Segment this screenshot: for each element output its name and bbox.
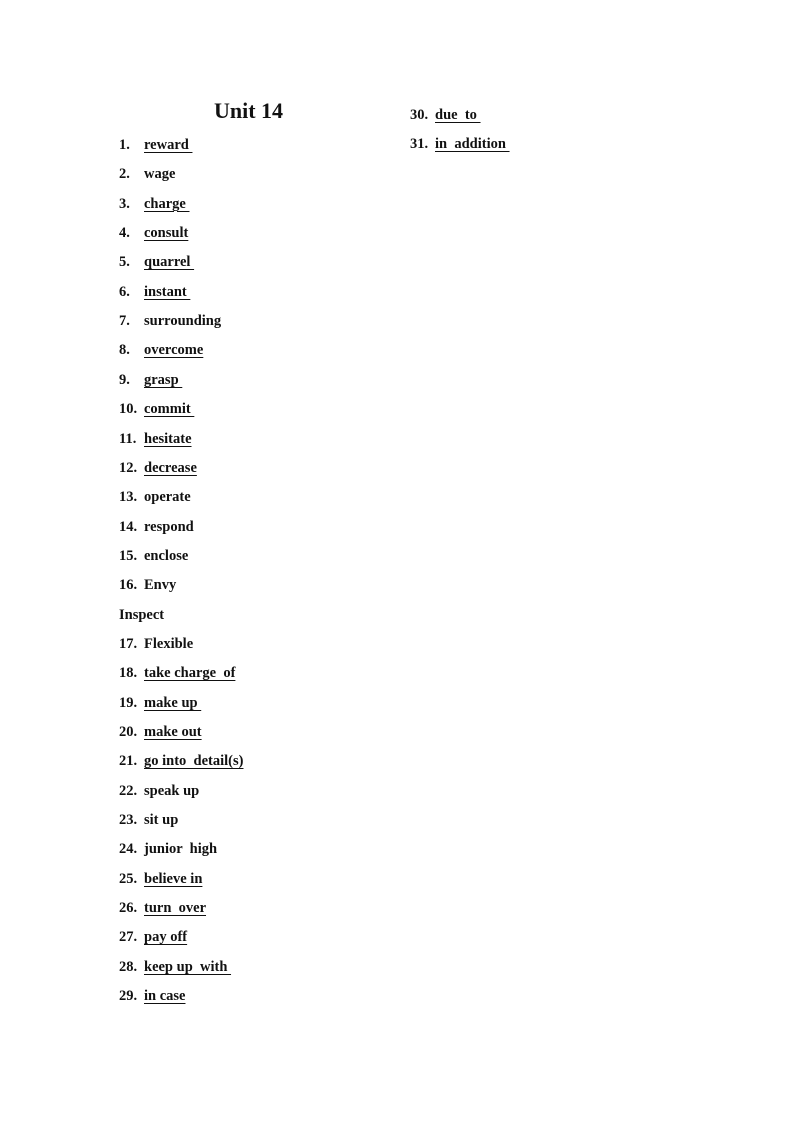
list-item (119, 195, 190, 213)
list-item (119, 400, 194, 418)
vocabulary-term: consult (144, 225, 189, 242)
vocabulary-term: junior high (144, 841, 218, 858)
vocabulary-term: keep up with (144, 958, 232, 975)
list-item (119, 664, 235, 682)
item-number: 30. (410, 107, 429, 123)
list-item (119, 811, 178, 829)
vocabulary-term: make up (144, 694, 202, 711)
vocabulary-term: decrease (144, 459, 197, 476)
item-number: 3. (119, 195, 130, 212)
item-number: 23. (119, 812, 138, 829)
item-number: 24. (119, 841, 138, 858)
list-item (119, 576, 176, 594)
page-title: Unit 14 (214, 98, 284, 123)
list-item (119, 136, 192, 154)
item-number: 10. (119, 401, 138, 418)
list-item (119, 928, 187, 946)
list-item (119, 547, 188, 565)
item-number: 16. (119, 577, 138, 594)
list-item (119, 312, 221, 330)
item-number: 2. (119, 166, 130, 183)
item-number: 20. (119, 724, 138, 740)
vocabulary-term: enclose (144, 547, 189, 564)
item-number: 19. (119, 694, 138, 711)
item-number: 22. (119, 782, 138, 799)
list-item (119, 283, 190, 301)
item-number: 29. (119, 988, 138, 1005)
vocabulary-term: respond (144, 518, 194, 535)
vocabulary-term: Envy (144, 577, 177, 594)
list-item (119, 224, 188, 242)
list-item (119, 341, 203, 359)
item-number: 27. (119, 929, 138, 946)
item-number: 28. (119, 958, 138, 975)
item-number: 6. (119, 283, 130, 300)
item-number: 25. (119, 870, 138, 887)
vocabulary-term: charge (144, 195, 190, 212)
item-number: 9. (119, 371, 130, 388)
list-item (119, 899, 206, 917)
list-item (119, 723, 202, 741)
vocabulary-term: surrounding (144, 313, 222, 330)
list-item (119, 165, 175, 183)
vocabulary-term: operate (144, 489, 191, 506)
item-number: 21. (119, 753, 138, 770)
vocabulary-term: reward (144, 137, 193, 153)
list-item (410, 106, 481, 124)
item-number: 26. (119, 900, 138, 917)
vocabulary-term: take charge of (144, 665, 236, 682)
vocabulary-term: pay off (144, 929, 188, 946)
list-item (119, 987, 185, 1005)
vocabulary-term: commit (144, 401, 195, 418)
item-number: 7. (119, 313, 130, 330)
vocabulary-term: grasp (144, 371, 183, 388)
vocabulary-term: due to (435, 107, 481, 123)
list-item (119, 840, 217, 858)
item-number: 1. (119, 137, 130, 153)
list-item (119, 782, 199, 800)
vocabulary-term: sit up (144, 812, 179, 829)
item-number: 15. (119, 547, 138, 564)
vocabulary-term: go into detail(s) (144, 753, 244, 770)
list-item (119, 430, 192, 448)
list-item (119, 870, 202, 888)
list-item (119, 752, 243, 770)
item-number: 18. (119, 665, 138, 682)
vocabulary-term: believe in (144, 870, 203, 887)
item-number: 31. (410, 136, 429, 153)
list-item (119, 488, 191, 506)
list-item (119, 459, 197, 477)
item-number: 5. (119, 254, 130, 271)
vocabulary-term: quarrel (144, 254, 195, 271)
list-item (119, 371, 182, 389)
item-number: 17. (119, 635, 138, 652)
item-number: 4. (119, 225, 130, 242)
vocabulary-term: make out (144, 724, 202, 740)
item-number: 14. (119, 518, 138, 535)
list-item (119, 694, 201, 712)
vocabulary-term: turn over (144, 900, 207, 917)
item-number: 8. (119, 342, 130, 359)
item-number: 11. (119, 430, 137, 447)
list-item (119, 253, 194, 271)
vocabulary-term: in case (144, 988, 186, 1005)
list-item (119, 518, 194, 536)
vocabulary-term: Flexible (144, 635, 194, 652)
vocabulary-term: Inspect (119, 606, 165, 623)
vocabulary-term: overcome (144, 342, 204, 359)
vocabulary-term: instant (144, 283, 191, 300)
list-item (410, 135, 510, 153)
item-number: 13. (119, 489, 138, 506)
item-number: 12. (119, 459, 138, 476)
list-item (119, 635, 193, 653)
vocabulary-term: in addition (435, 136, 510, 153)
vocabulary-term: speak up (144, 782, 200, 799)
vocabulary-term: hesitate (144, 430, 192, 447)
list-item-continuation (119, 606, 164, 624)
list-item (119, 958, 231, 976)
vocabulary-term: wage (144, 166, 176, 183)
